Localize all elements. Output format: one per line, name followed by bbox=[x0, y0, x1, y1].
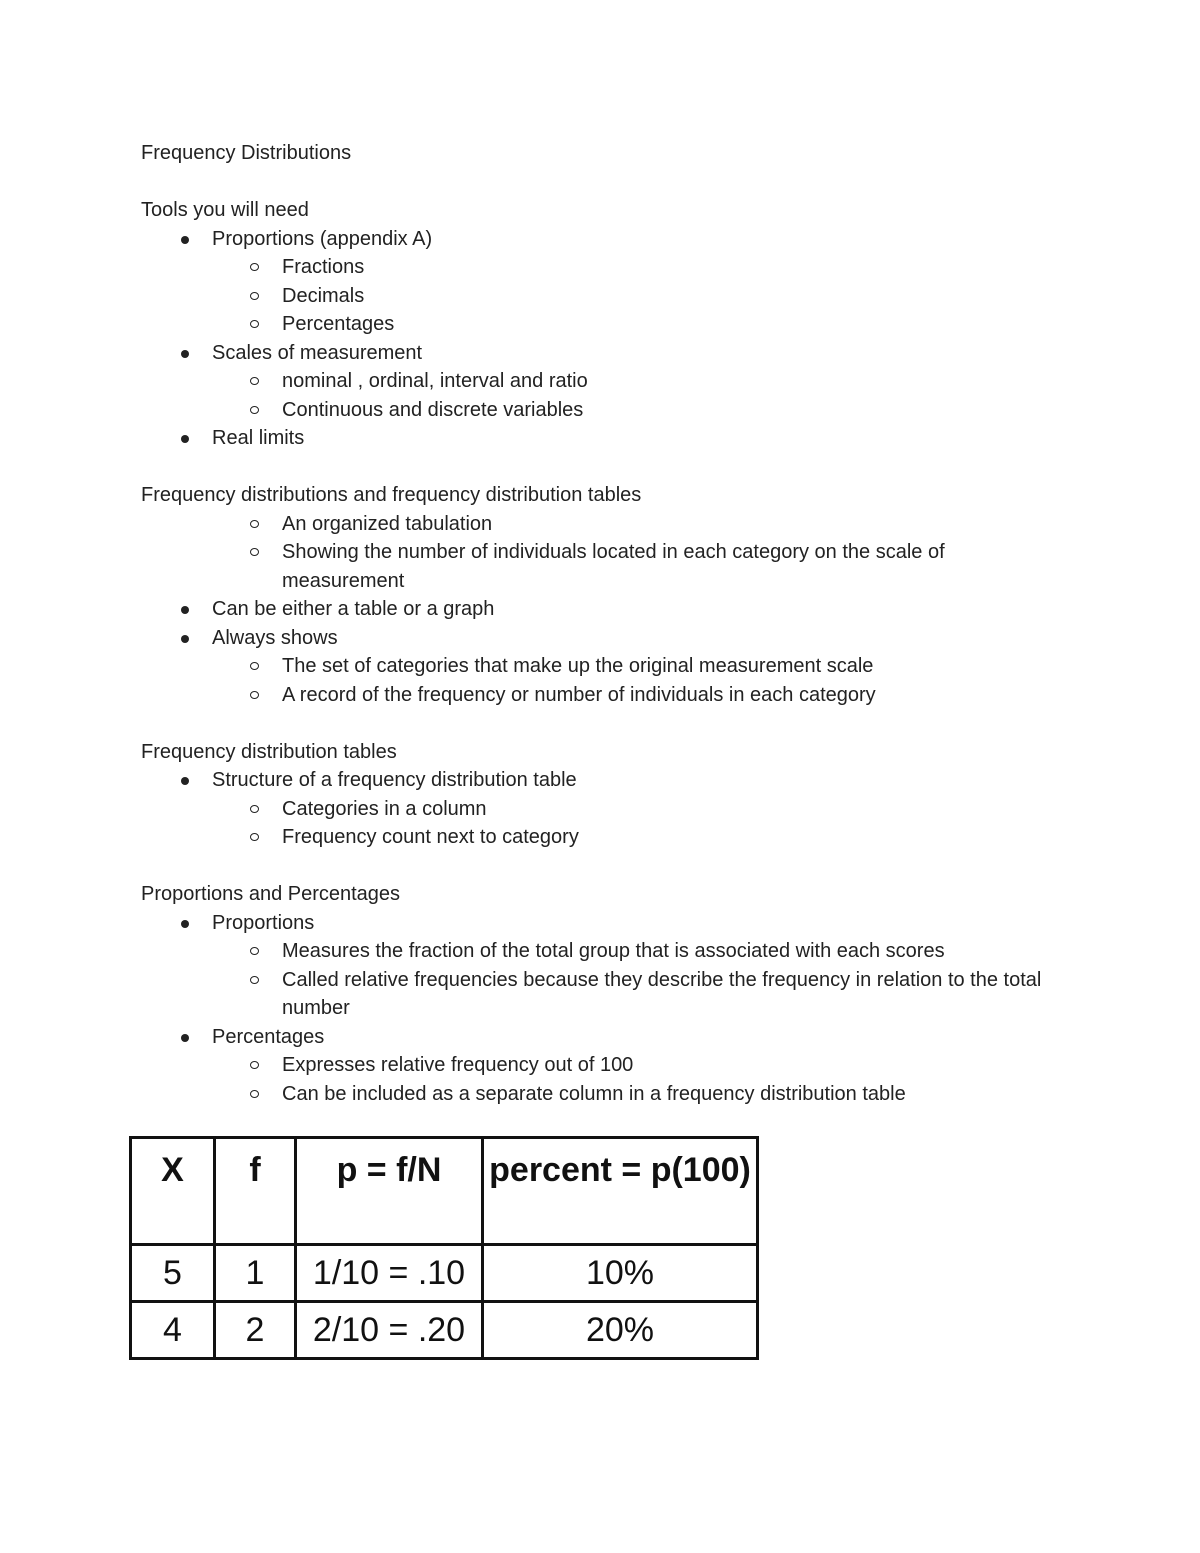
table-cell: 20% bbox=[483, 1302, 758, 1359]
section-heading-tables: Frequency distribution tables bbox=[141, 740, 397, 763]
bullet-icon bbox=[181, 350, 189, 358]
sub-bullet-item: Categories in a column bbox=[141, 795, 1101, 824]
circle-bullet-icon bbox=[250, 805, 259, 813]
section-heading-proportions: Proportions and Percentages bbox=[141, 883, 401, 905]
sub-bullet-item: Can be included as a separate column in a frequency distribution table bbox=[141, 1080, 1101, 1109]
circle-bullet-icon bbox=[250, 263, 259, 271]
circle-bullet-icon bbox=[250, 833, 259, 841]
circle-bullet-icon bbox=[250, 320, 259, 328]
circle-bullet-icon bbox=[250, 1090, 259, 1098]
circle-bullet-icon bbox=[250, 976, 259, 984]
bullet-item: Structure of a frequency distribution table bbox=[141, 766, 1101, 795]
document-title: Frequency Distributions bbox=[141, 142, 352, 164]
sub-bullet-item: Measures the fraction of the total group that is associated with each scores bbox=[141, 937, 1101, 966]
bullet-item: Percentages bbox=[141, 1023, 1101, 1052]
table-cell: 10% bbox=[483, 1245, 758, 1302]
circle-bullet-icon bbox=[250, 406, 259, 414]
circle-bullet-icon bbox=[250, 377, 259, 385]
bullet-item: Proportions bbox=[141, 909, 1101, 938]
table-cell: 5 bbox=[131, 1245, 215, 1302]
circle-bullet-icon bbox=[250, 662, 259, 670]
table-header-cell: X bbox=[131, 1138, 215, 1245]
bullet-icon bbox=[181, 606, 189, 614]
bullet-icon bbox=[181, 236, 189, 244]
sub-bullet-item: nominal , ordinal, interval and ratio bbox=[141, 367, 1101, 396]
sub-bullet-item: Continuous and discrete variables bbox=[141, 396, 1101, 425]
document-body bbox=[141, 139, 1101, 1108]
section-heading-frequency-distributions: Frequency distributions and frequency distribution tables bbox=[141, 484, 642, 506]
frequency-distribution-table bbox=[129, 1136, 759, 1360]
table-cell: 4 bbox=[131, 1302, 215, 1359]
sub-bullet-item: The set of categories that make up the original measurement scale bbox=[141, 652, 1101, 681]
bullet-item: Proportions (appendix A) bbox=[141, 225, 1101, 254]
circle-bullet-icon bbox=[250, 520, 259, 528]
circle-bullet-icon bbox=[250, 947, 259, 955]
bullet-icon bbox=[181, 920, 189, 928]
circle-bullet-icon bbox=[250, 691, 259, 699]
table-cell: 2/10 = .20 bbox=[296, 1302, 483, 1359]
table-row bbox=[131, 1245, 758, 1302]
bullet-item: Always shows bbox=[141, 624, 1101, 653]
sub-bullet-item: Percentages bbox=[141, 310, 1101, 339]
table-header-cell: percent = p(100) bbox=[483, 1138, 758, 1245]
circle-bullet-icon bbox=[250, 548, 259, 556]
bullet-icon bbox=[181, 1034, 189, 1042]
circle-bullet-icon bbox=[250, 1061, 259, 1069]
sub-bullet-item: Expresses relative frequency out of 100 bbox=[141, 1051, 1101, 1080]
table-header-row bbox=[131, 1138, 758, 1245]
bullet-item: Real limits bbox=[141, 424, 1101, 453]
sub-bullet-item: Decimals bbox=[141, 282, 1101, 311]
sub-bullet-item: Showing the number of individuals located in each category on the scale of measurement bbox=[141, 538, 1101, 595]
sub-bullet-item: A record of the frequency or number of individuals in each category bbox=[141, 681, 1101, 710]
bullet-icon bbox=[181, 635, 189, 643]
bullet-item: Scales of measurement bbox=[141, 339, 1101, 368]
circle-bullet-icon bbox=[250, 292, 259, 300]
table-header-cell: p = f/N bbox=[296, 1138, 483, 1245]
section-heading-tools: Tools you will need bbox=[141, 199, 309, 221]
table-cell: 1 bbox=[215, 1245, 296, 1302]
table-header-cell: f bbox=[215, 1138, 296, 1245]
bullet-item: Can be either a table or a graph bbox=[141, 595, 1101, 624]
table-cell: 1/10 = .10 bbox=[296, 1245, 483, 1302]
bullet-icon bbox=[181, 777, 189, 785]
sub-bullet-item: An organized tabulation bbox=[141, 510, 1101, 539]
sub-bullet-item: Frequency count next to category bbox=[141, 823, 1101, 852]
sub-bullet-item: Fractions bbox=[141, 253, 1101, 282]
table-row bbox=[131, 1302, 758, 1359]
table-cell: 2 bbox=[215, 1302, 296, 1359]
sub-bullet-item: Called relative frequencies because they describe the frequency in relation to the total number bbox=[141, 966, 1101, 1023]
bullet-icon bbox=[181, 435, 189, 443]
